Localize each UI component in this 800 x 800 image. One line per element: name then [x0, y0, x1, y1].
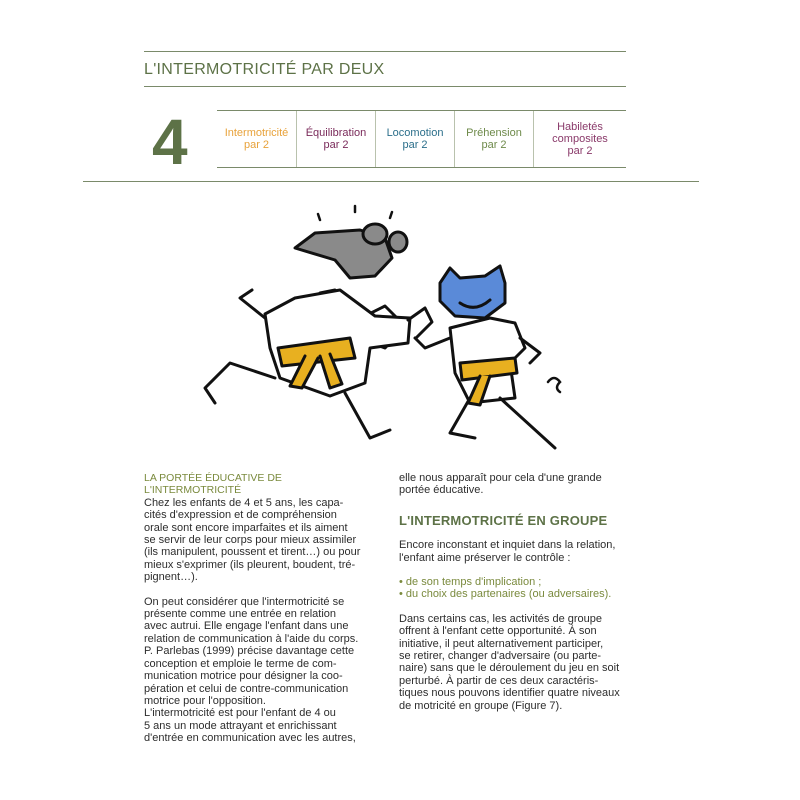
category-locomotion: Locomotion par 2: [375, 111, 454, 167]
right-paragraph-1: elle nous apparaît pour cela d'une grande portée éducative.: [399, 472, 602, 497]
header-separator-rule: [83, 181, 699, 182]
right-paragraph-2: Encore inconstant et inquiet dans la relation, l'enfant aime préserver le contrôle :: [399, 539, 616, 564]
heading-intermotricite-en-groupe: L'INTERMOTRICITÉ EN GROUPE: [399, 512, 608, 528]
left-paragraph-1: Chez les enfants de 4 et 5 ans, les capa- cités d'expression et de compréhension orale sont encore imparfaites et ils aiment se servir de leur corps pour mieux assimiler (ils manipulent, poussent et tirent…) ou pour mieux s'exprimer (ils pleurent, boudent, tré- pignent…).: [144, 496, 361, 584]
right-text-column: [399, 472, 631, 712]
category-prehension: Préhension par 2: [454, 111, 533, 167]
mouse-judoka-icon: [205, 224, 432, 438]
judo-mouse-and-cat-icon: [170, 198, 620, 468]
cat-judoka-icon: [415, 266, 555, 448]
page-title: L'INTERMOTRICITÉ PAR DEUX: [144, 61, 385, 78]
chapter-number: 4: [152, 106, 188, 178]
title-top-rule: [144, 51, 626, 52]
right-paragraph-3: Dans certains cas, les activités de groupe offrent à l'enfant cette opportunité. À son initiative, il peut alternativement participer, se retirer, changer d'adversaire (ou parte- naire) sans que le déroulement du jeu en soit perturbé. À partir de ces deux caractéris- tiques nous pouvons identifier quatre niveaux de motricité en groupe (Figure 7).: [399, 612, 620, 712]
category-intermotricite: Intermotricité par 2: [224, 127, 289, 151]
bullet-list: • de son temps d'implication ; • du choix des partenaires (ou adversaires).: [399, 576, 612, 601]
category-table: [217, 110, 626, 168]
left-paragraph-2: On peut considérer que l'intermotricité se présente comme une entrée en relation avec autrui. Elle engage l'enfant dans une relation de communication à l'aide du corps. P. Parlebas (1999) précise davantage cette conception et emploie le terme de com- munication motrice pour désigner la coo- pération et celui de contre-communication motrice pour l'opposition. L'intermotricité est pour l'enfant de 4 ou 5 ans un mode attrayant et enrichissant d'entrée en communication avec les autres,: [144, 595, 359, 745]
section-title-portee-educative: LA PORTÉE ÉDUCATIVE DE L'INTERMOTRICITÉ: [144, 472, 282, 497]
title-bottom-rule: [144, 86, 626, 87]
left-text-column: [144, 472, 376, 745]
category-habiletes-composites: Habiletés composites par 2: [533, 111, 626, 167]
category-equilibration: Équilibration par 2: [296, 111, 375, 167]
